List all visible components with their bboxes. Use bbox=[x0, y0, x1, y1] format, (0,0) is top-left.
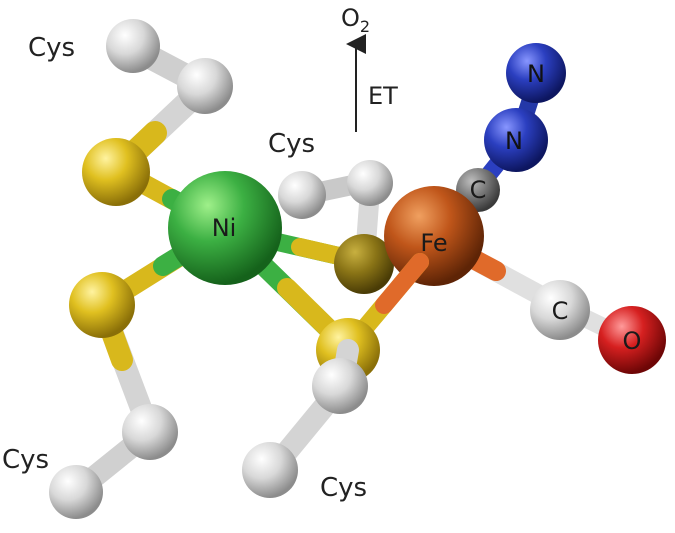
label-o2-base: O bbox=[341, 4, 360, 32]
label-ni: Ni bbox=[211, 214, 237, 242]
left-sulfurs bbox=[82, 138, 150, 206]
cys-bottom-left-chain bbox=[49, 272, 178, 519]
atom-cys-tl-c1 bbox=[106, 19, 160, 73]
label-cys-bottom-right: Cys bbox=[320, 473, 368, 503]
label-o2-subscript: 2 bbox=[359, 17, 371, 36]
atom-s-top-left bbox=[82, 138, 150, 206]
label-fe: Fe bbox=[420, 229, 448, 257]
cys-bottom-right-chain bbox=[242, 318, 380, 498]
label-n-outer: N bbox=[527, 60, 545, 88]
label-cys-bottom-left: Cys bbox=[2, 445, 50, 475]
label-cys-middle: Cys bbox=[268, 129, 316, 159]
atom-cys-bl-c1 bbox=[122, 404, 178, 460]
label-c-co: C bbox=[551, 297, 569, 325]
label-c-cn: C bbox=[469, 176, 487, 204]
atom-cys-tl-c2 bbox=[177, 58, 233, 114]
atom-cys-bl-c2 bbox=[49, 465, 103, 519]
label-o-co: O bbox=[622, 327, 642, 355]
atom-cys-br-c2 bbox=[242, 442, 298, 498]
label-o2 bbox=[341, 4, 370, 36]
atom-cys-br-c1 bbox=[312, 358, 368, 414]
atom-cys-middle-c1 bbox=[278, 171, 326, 219]
label-n-inner: N bbox=[505, 127, 523, 155]
label-cys-top-left: Cys bbox=[28, 33, 76, 63]
atom-s-bottom-left bbox=[69, 272, 135, 338]
label-et: ET bbox=[368, 82, 398, 110]
atom-cys-middle-c2 bbox=[347, 160, 393, 206]
